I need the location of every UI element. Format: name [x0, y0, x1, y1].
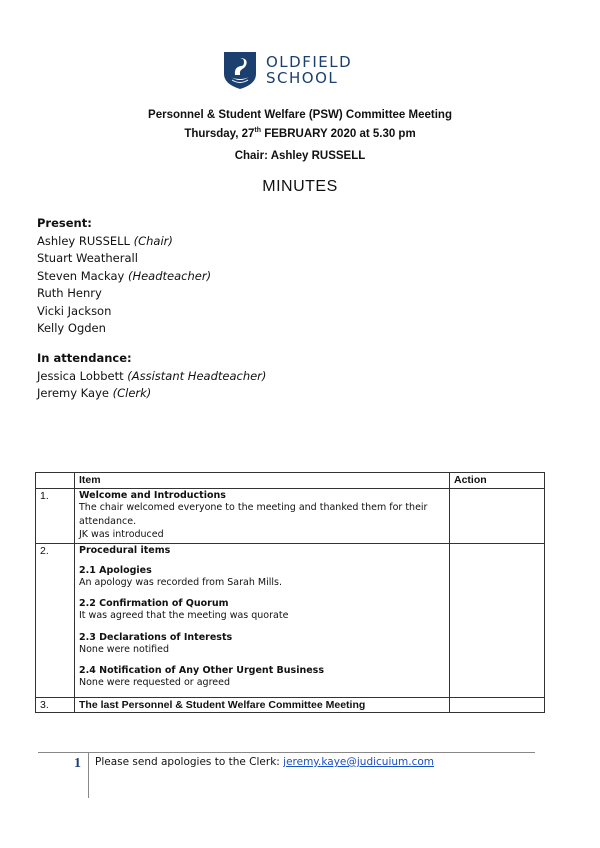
- present-label: Present:: [37, 216, 92, 230]
- attendance-label: In attendance:: [37, 351, 132, 365]
- item-text: JK was introduced: [79, 529, 164, 540]
- table-row: [36, 697, 545, 712]
- member-name: Ashley RUSSELL: [37, 233, 130, 248]
- sub-item-title: 2.2 Confirmation of Quorum: [79, 598, 229, 609]
- footnote-divider: [88, 752, 89, 798]
- item-cell: [75, 543, 450, 697]
- item-cell: [75, 697, 450, 712]
- item-title: Welcome and Introductions: [79, 490, 226, 501]
- member-role: (Chair): [133, 233, 173, 248]
- action-cell: [450, 489, 545, 544]
- action-cell: [450, 697, 545, 712]
- chair-line: Chair: Ashley RUSSELL: [234, 150, 366, 162]
- footnote-number: 1: [74, 756, 81, 771]
- sub-item-title: 2.3 Declarations of Interests: [79, 631, 233, 643]
- footnote-separator: [38, 752, 535, 753]
- action-cell: [450, 543, 545, 697]
- footnote-text: [95, 756, 434, 768]
- table-header-row: [36, 473, 545, 489]
- member-name: Steven Mackay: [37, 268, 125, 283]
- agenda-table: [35, 472, 545, 713]
- member-name: Kelly Ogden: [37, 321, 106, 335]
- school-name-line2: SCHOOL: [266, 69, 339, 87]
- present-section: [37, 215, 211, 338]
- table-row: [36, 543, 545, 697]
- header-num-cell: [36, 473, 75, 489]
- school-logo: [222, 50, 352, 90]
- member-role: (Headteacher): [127, 268, 212, 283]
- member-row: [37, 320, 211, 338]
- sub-item-text: An apology was recorded from Sarah Mills.: [79, 576, 282, 588]
- sub-item-text: None were notified: [79, 643, 170, 655]
- sub-item: [79, 565, 445, 590]
- attendee-name: Jessica Lobbett: [37, 368, 124, 383]
- footnote-label: Please send apologies to the Clerk:: [95, 756, 284, 768]
- table-row: [36, 489, 545, 544]
- item-cell: [75, 489, 450, 544]
- meeting-date-ordinal: th: [254, 127, 262, 134]
- member-name: Stuart Weatherall: [37, 251, 138, 265]
- header-item-cell: Item: [75, 473, 450, 489]
- item-text: The chair welcomed everyone to the meeting and thanked them for their attendance.: [79, 502, 428, 527]
- item-number: 2.: [36, 543, 75, 697]
- attendee-row: [37, 368, 266, 386]
- member-row: [37, 303, 211, 321]
- member-row: [37, 233, 211, 251]
- member-row: [37, 268, 211, 286]
- item-title: Procedural items: [79, 544, 171, 556]
- member-name: Ruth Henry: [37, 286, 102, 300]
- meeting-heading: [0, 108, 600, 142]
- attendee-role: (Assistant Headteacher): [127, 368, 267, 383]
- header-action-cell: Action: [450, 473, 545, 489]
- sub-item-text: It was agreed that the meeting was quorate: [79, 610, 289, 621]
- meeting-date: [0, 123, 600, 142]
- attendee-name: Jeremy Kaye: [37, 386, 109, 400]
- meeting-date-prefix: Thursday, 27: [184, 127, 255, 140]
- sub-item: [79, 598, 445, 623]
- sub-item-text: None were requested or agreed: [79, 677, 230, 688]
- item-number: 3.: [36, 697, 75, 712]
- document-type-title: MINUTES: [262, 178, 338, 195]
- sub-item-title: 2.1 Apologies: [79, 564, 152, 576]
- member-name: Vicki Jackson: [37, 303, 112, 318]
- clerk-email-link[interactable]: jeremy.kaye@judicuium.com: [283, 756, 435, 768]
- meeting-title: Personnel & Student Welfare (PSW) Committee Meeting: [148, 109, 452, 121]
- meeting-date-suffix: FEBRUARY 2020 at 5.30 pm: [261, 127, 416, 140]
- member-row: [37, 285, 211, 303]
- attendance-section: [37, 350, 266, 403]
- sub-item: [79, 632, 445, 657]
- sub-item-title: 2.4 Notification of Any Other Urgent Business: [79, 665, 324, 676]
- school-name-line1: OLDFIELD: [266, 53, 353, 71]
- sub-item: [79, 665, 445, 696]
- attendee-role: (Clerk): [112, 386, 152, 400]
- item-title: The last Personnel & Student Welfare Committee Meeting: [79, 698, 366, 711]
- attendee-row: [37, 385, 266, 403]
- member-row: [37, 250, 211, 268]
- item-number: 1.: [36, 489, 75, 544]
- school-name: [266, 54, 352, 86]
- swan-crest-icon: [222, 50, 258, 90]
